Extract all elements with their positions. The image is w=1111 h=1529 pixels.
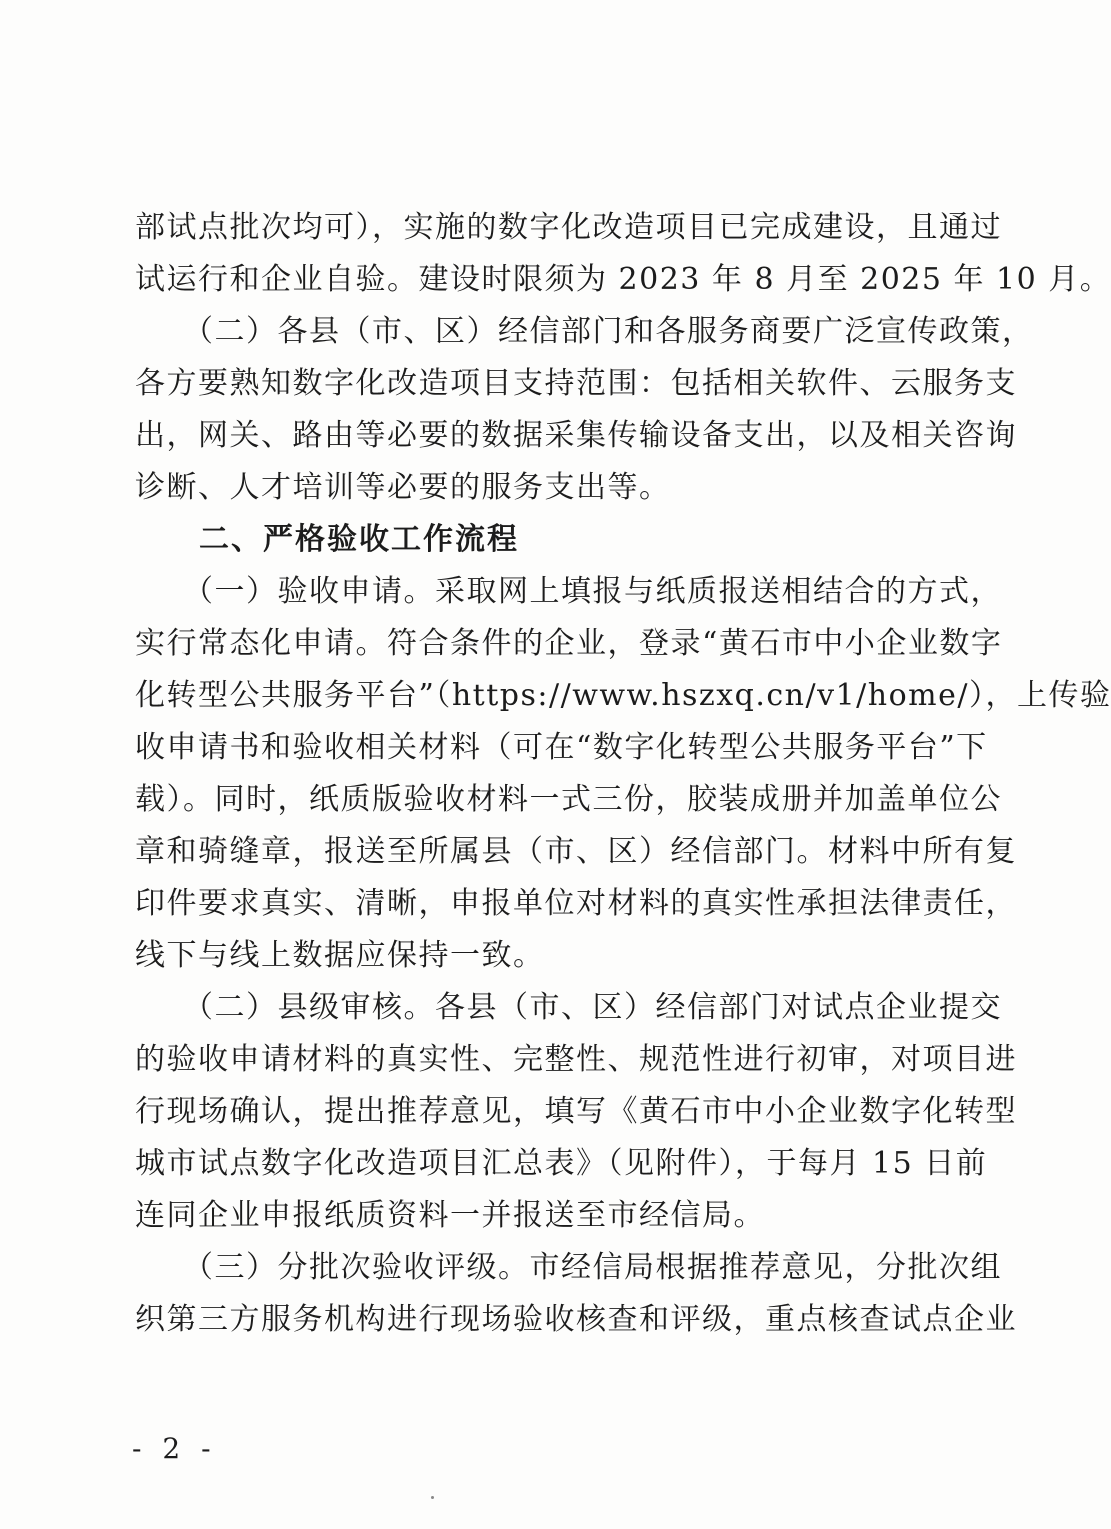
text-line: 织第三方服务机构进行现场验收核查和评级，重点核查试点企业 — [135, 1302, 1017, 1337]
text-line: 载）。同时，纸质版验收材料一式三份，胶装成册并加盖单位公 — [135, 782, 1002, 817]
text-line: 各方要熟知数字化改造项目支持范围：包括相关软件、云服务支 — [135, 366, 1017, 401]
text-line: 部试点批次均可），实施的数字化改造项目已完成建设，且通过 — [135, 210, 1002, 245]
text-line: 印件要求真实、清晰，申报单位对材料的真实性承担法律责任， — [135, 886, 1017, 921]
text-line: 诊断、人才培训等必要的服务支出等。 — [135, 470, 671, 505]
text-line: 连同企业申报纸质资料一并报送至市经信局。 — [135, 1198, 765, 1233]
text-line: 的验收申请材料的真实性、完整性、规范性进行初审，对项目进 — [135, 1042, 1017, 1077]
text-line: （二）县级审核。各县（市、区）经信部门对试点企业提交 — [135, 990, 1002, 1025]
text-line: 行现场确认，提出推荐意见，填写《黄石市中小企业数字化转型 — [135, 1094, 1017, 1129]
text-line: 试运行和企业自验。建设时限须为 2023 年 8 月至 2025 年 10 月。 — [135, 262, 1111, 297]
page-number: - 2 - — [132, 1432, 217, 1465]
text-line: 化转型公共服务平台”（https://www.hszxq.cn/v1/home/），上传验 — [135, 678, 1111, 713]
text-line: （二）各县（市、区）经信部门和各服务商要广泛宣传政策， — [135, 314, 1034, 349]
text-line: 线下与线上数据应保持一致。 — [135, 938, 545, 973]
text-line: 收申请书和验收相关材料（可在“数字化转型公共服务平台”下 — [135, 730, 988, 765]
scan-speck — [431, 1496, 434, 1499]
text-line: 章和骑缝章，报送至所属县（市、区）经信部门。材料中所有复 — [135, 834, 1017, 869]
text-line: 出，网关、路由等必要的数据采集传输设备支出，以及相关咨询 — [135, 418, 1017, 453]
text-line: （三）分批次验收评级。市经信局根据推荐意见，分批次组 — [135, 1250, 1002, 1285]
section-heading: 二、严格验收工作流程 — [135, 522, 519, 557]
text-line: 城市试点数字化改造项目汇总表》（见附件），于每月 15 日前 — [135, 1146, 988, 1181]
text-line: （一）验收申请。采取网上填报与纸质报送相结合的方式， — [135, 574, 1002, 609]
text-line: 实行常态化申请。符合条件的企业，登录“黄石市中小企业数字 — [135, 626, 1003, 661]
